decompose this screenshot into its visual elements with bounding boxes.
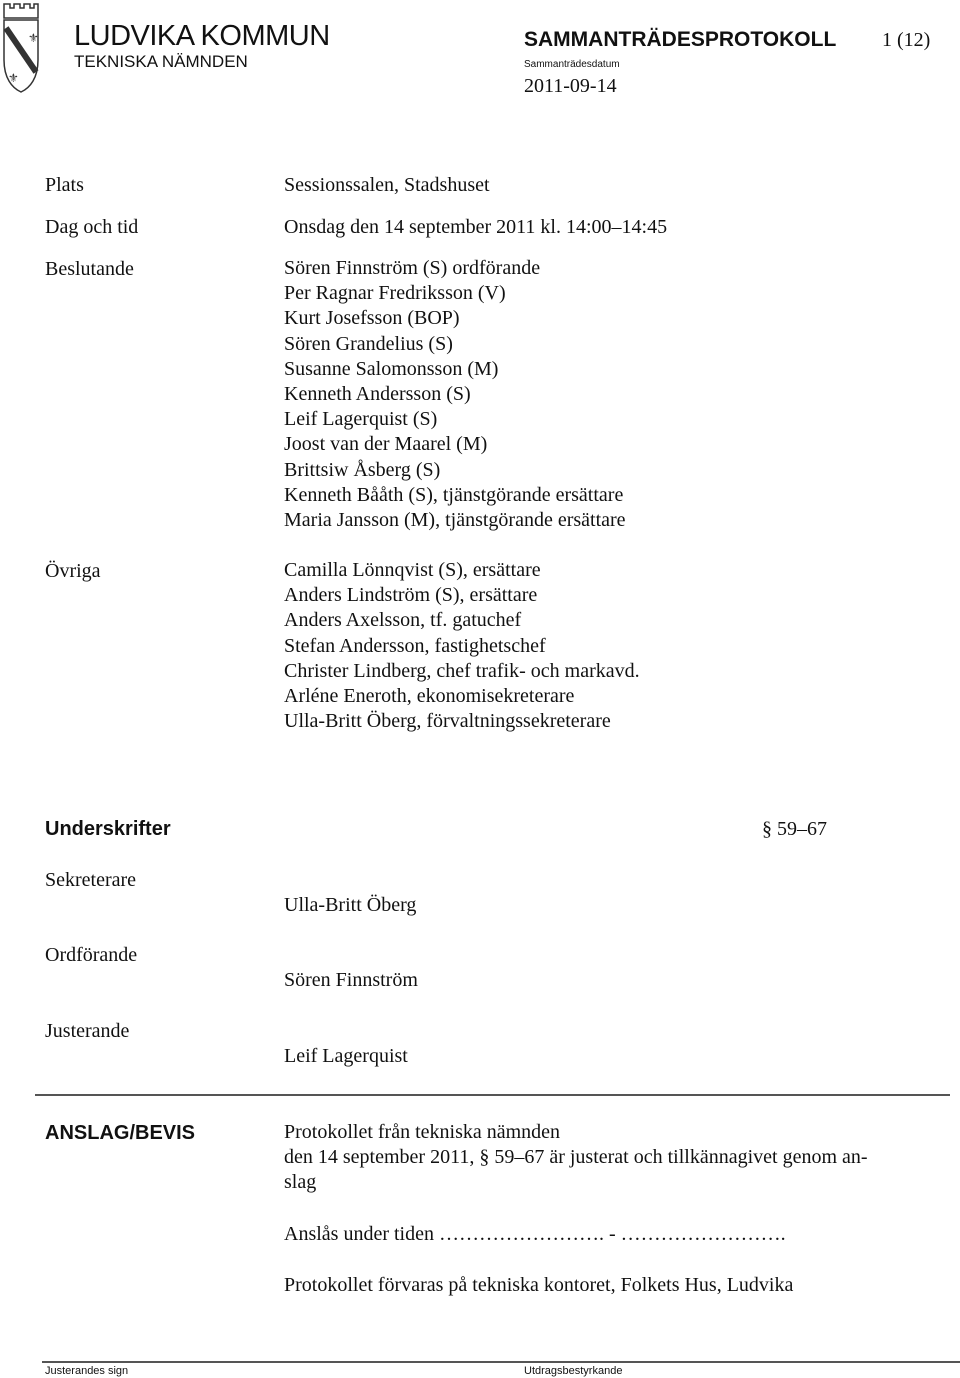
org-name: LUDVIKA KOMMUN (74, 20, 330, 52)
notice-line: den 14 september 2011, § 59–67 är justerat och tillkännagivet genom an- (284, 1146, 868, 1169)
adjuster-name: Leif Lagerquist (284, 1045, 408, 1067)
divider (35, 1094, 950, 1096)
others-list (284, 558, 640, 734)
list-item: Joost van der Maarel (M) (284, 433, 488, 456)
signatures-heading: Underskrifter (45, 818, 171, 840)
list-item: Stefan Andersson, fastighetschef (284, 634, 546, 657)
posted-period: Anslås under tiden ……………………. - ……………………. (284, 1223, 786, 1245)
list-item: Kenneth Andersson (S) (284, 383, 471, 406)
list-item: Leif Lagerquist (S) (284, 408, 438, 431)
paragraph-range: § 59–67 (762, 818, 827, 840)
storage-note: Protokollet förvaras på tekniska kontoret, Folkets Hus, Ludvika (284, 1274, 794, 1296)
time-label: Dag och tid (45, 216, 139, 238)
notice-heading: ANSLAG/BEVIS (45, 1122, 196, 1144)
notice-text (284, 1120, 868, 1196)
notice-line: Protokollet från tekniska nämnden (284, 1121, 561, 1143)
list-item: Sören Finnström (S) ordförande (284, 257, 541, 279)
page-number: 1 (12) (882, 29, 931, 51)
adjuster-label: Justerande (45, 1020, 130, 1042)
list-item: Arléne Eneroth, ekonomisekreterare (284, 685, 575, 708)
svg-text:⚜: ⚜ (8, 71, 19, 85)
list-item: Ulla-Britt Öberg, förvaltningssekreterare (284, 710, 611, 733)
meeting-date: 2011-09-14 (524, 75, 617, 97)
list-item: Christer Lindberg, chef trafik- och markavd. (284, 659, 640, 682)
list-item: Anders Axelsson, tf. gatuchef (284, 609, 522, 632)
svg-text:⚜: ⚜ (28, 31, 39, 45)
place-label: Plats (45, 174, 84, 196)
secretary-label: Sekreterare (45, 869, 137, 891)
place-value: Sessionssalen, Stadshuset (284, 174, 490, 196)
list-item: Kurt Josefsson (BOP) (284, 307, 460, 330)
list-item: Per Ragnar Fredriksson (V) (284, 282, 506, 305)
notice-line: slag (284, 1171, 317, 1194)
secretary-name: Ulla-Britt Öberg (284, 894, 417, 916)
chair-name: Sören Finnström (284, 969, 418, 991)
date-label: Sammanträdesdatum (524, 59, 620, 70)
footer-divider (42, 1361, 960, 1363)
chair-label: Ordförande (45, 944, 138, 966)
footer-adjuster-sign: Justerandes sign (45, 1365, 129, 1377)
others-label: Övriga (45, 560, 101, 582)
list-item: Anders Lindström (S), ersättare (284, 584, 538, 607)
document-title: SAMMANTRÄDESPROTOKOLL (524, 28, 837, 51)
list-item: Susanne Salomonsson (M) (284, 357, 499, 380)
deciding-label: Beslutande (45, 258, 134, 280)
committee-name: TEKNISKA NÄMNDEN (74, 52, 248, 71)
deciding-list (284, 256, 626, 533)
list-item: Sören Grandelius (S) (284, 332, 453, 355)
footer-certification: Utdragsbestyrkande (524, 1365, 623, 1377)
list-item: Camilla Lönnqvist (S), ersättare (284, 559, 541, 581)
coat-of-arms-logo (2, 2, 40, 94)
list-item: Maria Jansson (M), tjänstgörande ersättare (284, 509, 626, 532)
list-item: Kenneth Bååth (S), tjänstgörande ersättare (284, 483, 624, 506)
time-value: Onsdag den 14 september 2011 kl. 14:00–14:45 (284, 216, 668, 238)
list-item: Brittsiw Åsberg (S) (284, 458, 441, 481)
